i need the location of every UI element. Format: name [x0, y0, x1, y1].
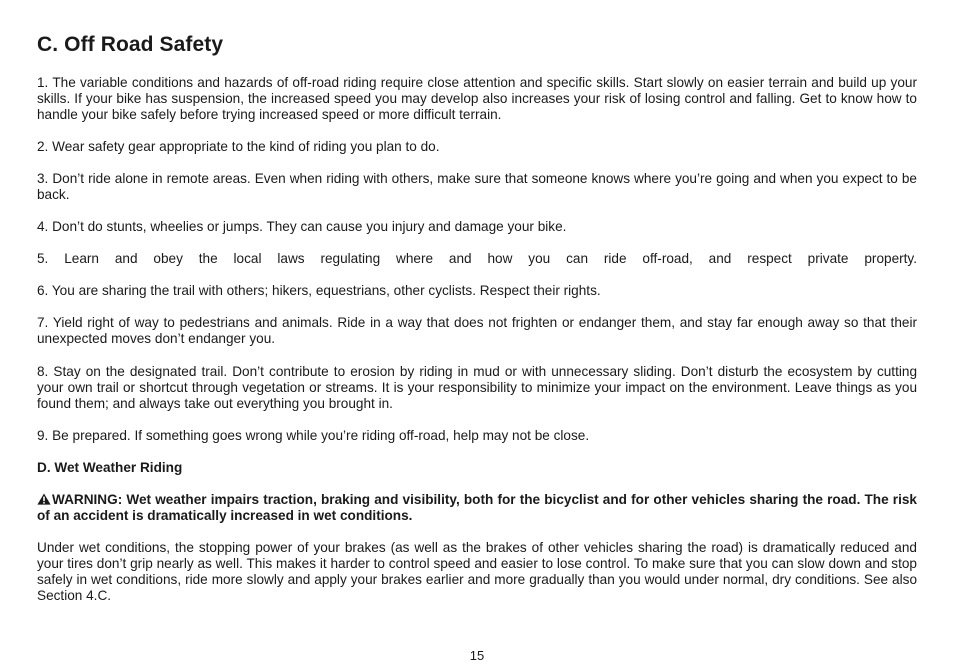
off-road-item-9: 9. Be prepared. If something goes wrong while you’re riding off-road, help may not be close. [37, 428, 590, 443]
wet-weather-warning [37, 492, 917, 524]
wet-weather-body: Under wet conditions, the stopping power of your brakes (as well as the brakes of other vehicles sharing the road) is dramatically reduced and your tires don’t grip nearly as well. This makes it harder to control speed and easier to lose control. To make sure that you can slow down and stop safely in wet conditions, ride more slowly and apply your brakes earlier and more gradually than you would under normal, dry conditions. See also Section 4.C. [37, 540, 917, 603]
off-road-item-3: 3. Don’t ride alone in remote areas. Even when riding with others, make sure that someone knows where you’re going and when you expect to be back. [37, 171, 917, 202]
off-road-item-1: 1. The variable conditions and hazards of off-road riding require close attention and specific skills. Start slowly on easier terrain and build up your skills. If your bike has suspension, the increased speed you may develop also increases your risk of losing control and falling. Get to know how to handle your bike safely before trying increased speed or more difficult terrain. [37, 75, 917, 122]
page-number: 15 [469, 648, 485, 663]
off-road-item-8: 8. Stay on the designated trail. Don’t contribute to erosion by riding in mud or with unnecessary sliding. Don’t disturb the ecosystem by cutting your own trail or shortcut through vegetation or streams. It is your responsibility to minimize your impact on the environment. Leave things as you found them; and always take out everything you brought in. [37, 364, 917, 411]
off-road-item-6: 6. You are sharing the trail with others; hikers, equestrians, other cyclists. Respect their rights. [37, 283, 601, 298]
off-road-item-4: 4. Don’t do stunts, wheelies or jumps. They can cause you injury and damage your bike. [37, 219, 567, 234]
off-road-item-5: 5. Learn and obey the local laws regulating where and how you can ride off-road, and respect private property. [37, 251, 917, 266]
warning-triangle-icon [37, 493, 51, 505]
warning-text: WARNING: Wet weather impairs traction, braking and visibility, both for the bicyclist and for other vehicles sharing the road. The risk of an accident is dramatically increased in wet conditions. [37, 492, 917, 523]
section-d-title: D. Wet Weather Riding [37, 460, 183, 475]
section-c-title: C. Off Road Safety [37, 33, 224, 56]
off-road-item-2: 2. Wear safety gear appropriate to the kind of riding you plan to do. [37, 139, 440, 154]
off-road-item-7: 7. Yield right of way to pedestrians and animals. Ride in a way that does not frighten or endanger them, and stay far enough away so that their unexpected moves don’t endanger you. [37, 315, 917, 346]
